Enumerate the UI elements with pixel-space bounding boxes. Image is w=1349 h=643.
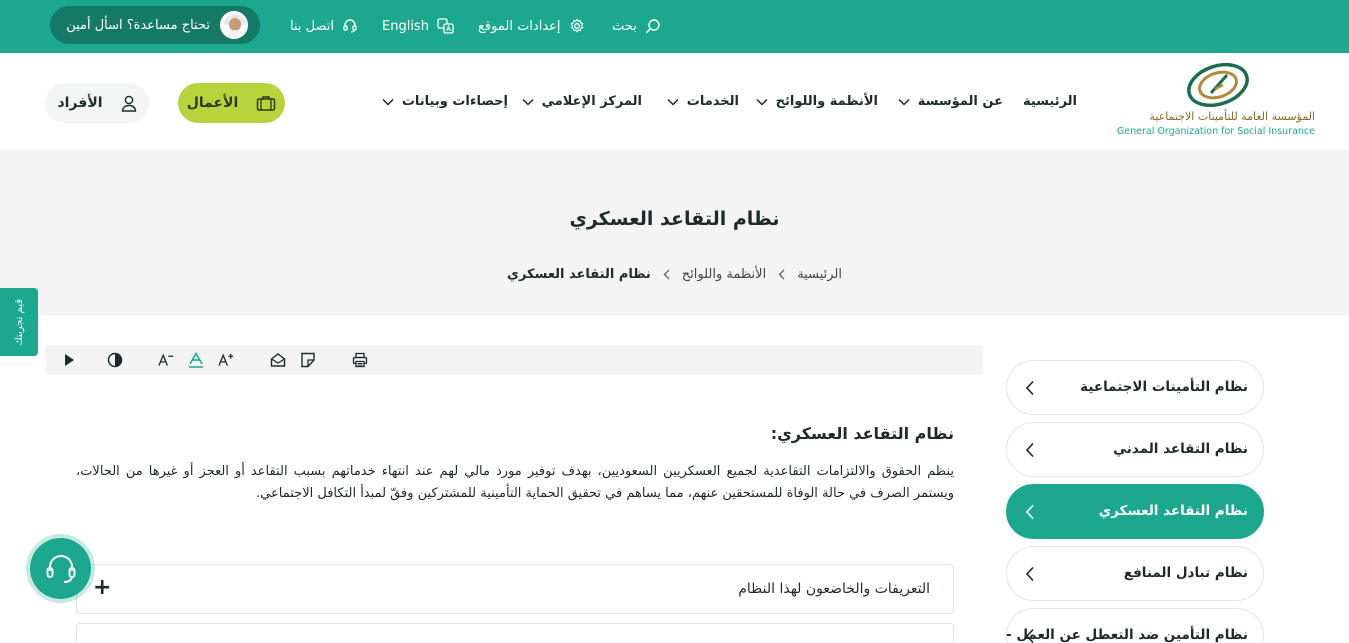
- user-icon: [121, 95, 137, 112]
- sidebar-item-unemployment-insurance[interactable]: [1006, 608, 1264, 643]
- support-chat-button[interactable]: [30, 538, 91, 599]
- nav-about-label: عن المؤسسة: [917, 94, 1003, 109]
- sidebar-item-label: نظام التأمين ضد التعطل عن العمل -: [1006, 627, 1248, 643]
- sidebar-item-label: نظام التقاعد المدني: [1113, 441, 1248, 457]
- chevron-left-icon: [1025, 442, 1035, 458]
- search-icon: [645, 18, 661, 34]
- share-icon[interactable]: [270, 352, 286, 368]
- content-heading: نظام التقاعد العسكري:: [770, 424, 954, 443]
- language-label: English: [382, 18, 429, 34]
- chevron-left-icon: [1025, 566, 1035, 582]
- sidebar-item-label: نظام التقاعد العسكري: [1098, 503, 1248, 519]
- site-settings-link[interactable]: [478, 16, 585, 36]
- page-hero: [0, 150, 1349, 315]
- org-name-ar: المؤسسة العامة للتأمينات الاجتماعية: [1149, 110, 1315, 123]
- chevron-left-icon: [1025, 504, 1035, 520]
- feedback-tab-label: قيم تجربتك: [13, 298, 25, 346]
- print-icon[interactable]: [352, 352, 368, 368]
- sidebar-item-label: نظام التأمينات الاجتماعية: [1080, 379, 1248, 395]
- contact-us-link[interactable]: [290, 16, 358, 36]
- search-link[interactable]: [612, 16, 661, 36]
- accessibility-toolbar: [46, 345, 983, 375]
- headset-icon: [342, 18, 358, 34]
- content-paragraph: ينظم الحقوق والالتزامات التقاعدية لجميع العسكريين السعوديين، بهدف توفير مورد مالي لهم عند انتهاء خدماتهم بسبب التقاعد أو العجز أو غيرها من الحالات، ويستمر الصرف في حالة الوفاة للمستحقين عنهم، مما يساهم في تحقيق الحماية التأمينية للمشتركين وفقّ لمبدأ التكافل الاجتماعي.: [76, 464, 954, 501]
- gear-icon: [569, 18, 585, 34]
- chevron-down-icon: [522, 98, 534, 106]
- breadcrumb: [0, 267, 1349, 282]
- chevron-down-icon: [667, 98, 679, 106]
- breadcrumb-home[interactable]: الرئيسية: [797, 267, 842, 282]
- sidebar-item-label: نظام تبادل المنافع: [1123, 565, 1248, 581]
- font-decrease-icon[interactable]: [158, 352, 174, 368]
- individuals-button[interactable]: [45, 83, 149, 123]
- sidebar-item-civil-retirement[interactable]: [1006, 422, 1264, 477]
- font-increase-icon[interactable]: [218, 352, 234, 368]
- nav-regulations[interactable]: [756, 94, 878, 109]
- plus-icon[interactable]: +: [93, 575, 112, 600]
- accordion-item[interactable]: [76, 564, 954, 614]
- headset-icon: [43, 551, 79, 587]
- nav-statistics[interactable]: [382, 94, 508, 109]
- nav-about[interactable]: [898, 94, 1003, 109]
- chevron-left-icon: [778, 269, 785, 280]
- sidebar-item-benefits-exchange[interactable]: [1006, 546, 1264, 601]
- contact-us-label: اتصل بنا: [290, 18, 334, 34]
- ask-ameen-button[interactable]: [50, 6, 260, 44]
- language-switch-link[interactable]: [382, 16, 455, 36]
- bookmark-icon[interactable]: [300, 352, 316, 368]
- gosi-emblem-icon: [1183, 63, 1253, 107]
- chevron-down-icon: [898, 98, 910, 106]
- nav-regulations-label: الأنظمة واللوائح: [775, 94, 878, 109]
- business-button-label: الأعمال: [186, 95, 239, 111]
- ameen-avatar: [220, 11, 248, 39]
- nav-services[interactable]: [667, 94, 739, 109]
- breadcrumb-current: نظام التقاعد العسكري: [507, 267, 651, 282]
- site-settings-label: إعدادات الموقع: [478, 18, 561, 34]
- gosi-logo[interactable]: [1116, 63, 1317, 143]
- page-title: نظام التقاعد العسكري: [569, 208, 780, 230]
- business-button[interactable]: [178, 83, 285, 123]
- chevron-down-icon: [756, 98, 768, 106]
- nav-home[interactable]: [1023, 94, 1077, 109]
- accordion-item[interactable]: [76, 623, 954, 643]
- font-reset-icon[interactable]: [188, 352, 204, 368]
- play-icon[interactable]: [61, 352, 77, 368]
- briefcase-icon: [256, 95, 276, 111]
- sidebar-item-military-retirement[interactable]: [1006, 484, 1264, 539]
- main-header: [0, 53, 1349, 150]
- translate-icon: [437, 18, 455, 34]
- nav-media-center-label: المركز الإعلامي: [541, 94, 642, 109]
- search-label: بحث: [612, 18, 637, 34]
- nav-home-label: الرئيسية: [1022, 94, 1077, 109]
- feedback-tab[interactable]: [0, 288, 38, 356]
- chevron-left-icon: [663, 269, 670, 280]
- accordion-title: التعريفات والخاضعون لهذا النظام: [738, 581, 930, 597]
- sidebar-item-social-insurance[interactable]: [1006, 360, 1264, 415]
- individuals-button-label: الأفراد: [57, 95, 103, 111]
- nav-statistics-label: إحصاءات وبيانات: [401, 94, 508, 109]
- chevron-down-icon: [382, 98, 394, 106]
- contrast-icon[interactable]: [107, 352, 123, 368]
- org-name-en: General Organization for Social Insurance: [1116, 126, 1315, 137]
- nav-media-center[interactable]: [522, 94, 642, 109]
- chevron-left-icon: [1025, 380, 1035, 396]
- top-bar: [0, 0, 1349, 53]
- chevron-left-icon: [1025, 628, 1035, 643]
- breadcrumb-regulations[interactable]: الأنظمة واللوائح: [681, 267, 767, 282]
- nav-services-label: الخدمات: [686, 94, 739, 109]
- ask-ameen-label: تحتاج مساعدة؟ اسأل أمين: [66, 17, 210, 33]
